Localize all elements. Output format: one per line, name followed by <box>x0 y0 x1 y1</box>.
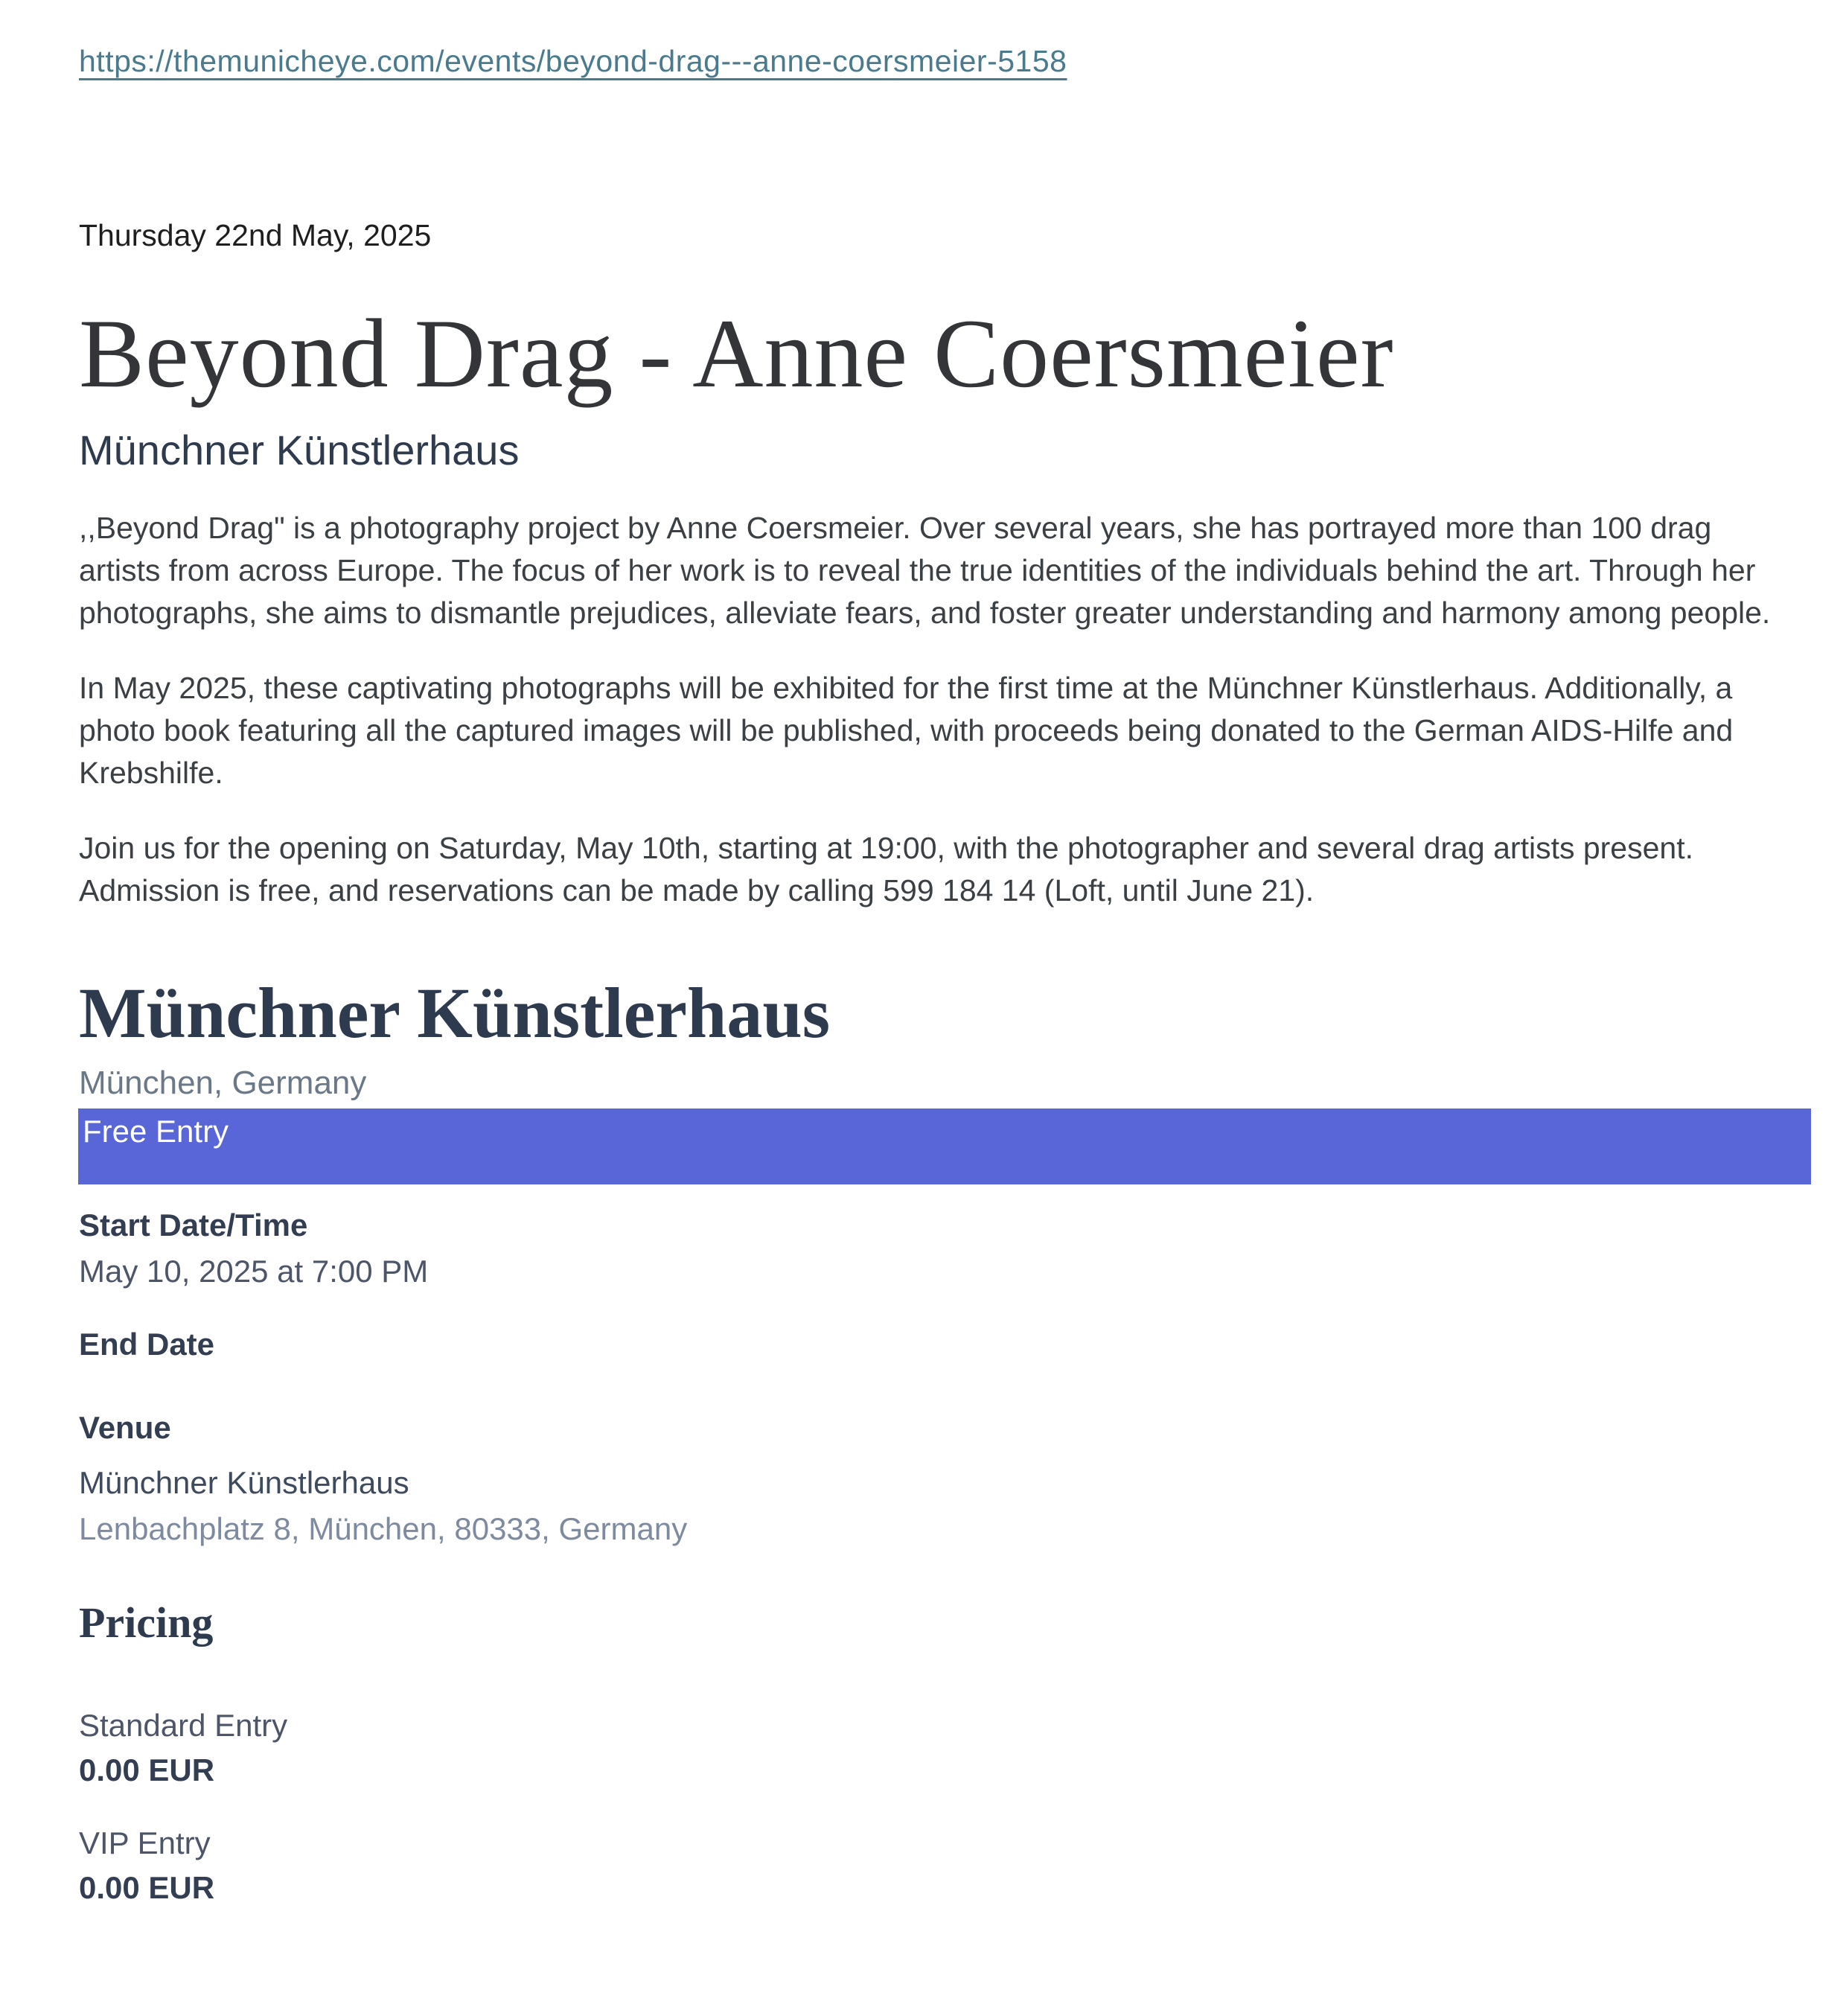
venue-label: Venue <box>79 1410 171 1445</box>
event-description-paragraph-1: ,,Beyond Drag" is a photography project by Anne Coersmeier. Over several years, she has portrayed more than 100 drag artists from across Europe. The focus of her work is to reveal the true identities of the individuals behind the art. Through her photographs, she aims to dismantle prejudices, alleviate fears, and foster greater understanding and harmony among people. <box>79 511 1771 630</box>
price-item-vip <box>79 1825 1779 1907</box>
start-datetime-value: May 10, 2025 at 7:00 PM <box>79 1254 429 1289</box>
page-title: Beyond Drag - Anne Coersmeier <box>79 299 1394 408</box>
venue-section-heading: Münchner Künstlerhaus <box>79 973 831 1053</box>
end-date-label: End Date <box>79 1327 215 1362</box>
article-date: Thursday 22nd May, 2025 <box>79 218 432 252</box>
price-item-value: 0.00 EUR <box>79 1752 215 1787</box>
source-url-link[interactable]: https://themunicheye.com/events/beyond-drag---anne-coersmeier-5158 <box>79 44 1067 78</box>
venue-address: Lenbachplatz 8, München, 80333, Germany <box>79 1511 688 1546</box>
free-entry-banner[interactable] <box>78 1109 1811 1184</box>
start-datetime-label: Start Date/Time <box>79 1208 308 1243</box>
price-item-value: 0.00 EUR <box>79 1870 215 1905</box>
event-subtitle-venue: Münchner Künstlerhaus <box>79 427 520 473</box>
price-item-name: VIP Entry <box>79 1825 211 1860</box>
venue-city-country: München, Germany <box>79 1065 367 1101</box>
event-description-paragraph-2: In May 2025, these captivating photographs will be exhibited for the first time at the Münchner Künstlerhaus. Additionally, a photo book featuring all the captured images will be published, with proceeds being donated to the German AIDS-Hilfe and Krebshilfe. <box>79 671 1734 790</box>
pricing-section-heading: Pricing <box>79 1598 214 1647</box>
event-description-paragraph-3: Join us for the opening on Saturday, May 10th, starting at 19:00, with the photographer and several drag artists present. Admission is free, and reservations can be made by calling 599 184 14 (Loft, until June 21). <box>79 831 1693 907</box>
price-item-name: Standard Entry <box>79 1708 288 1743</box>
venue-name: Münchner Künstlerhaus <box>79 1465 409 1500</box>
free-entry-label: Free Entry <box>83 1114 229 1149</box>
price-item-standard <box>79 1707 1779 1789</box>
